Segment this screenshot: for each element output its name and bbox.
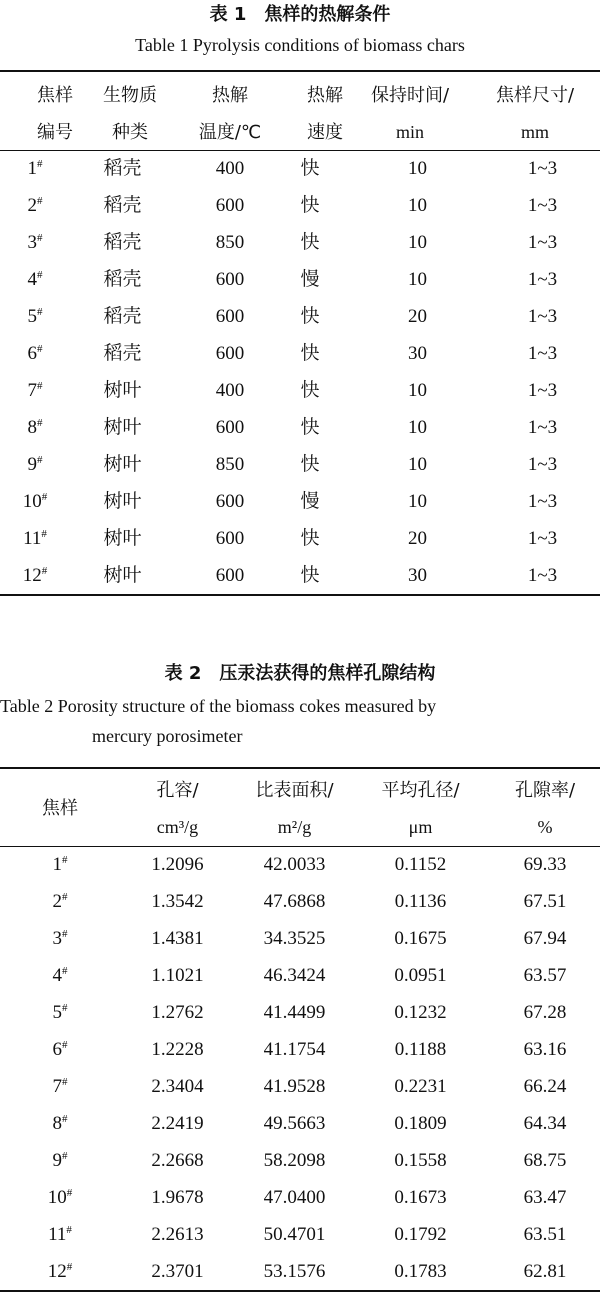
table2-cell-diameter: 0.1232: [394, 1002, 447, 1023]
table2-cell-porosity: 63.51: [523, 1224, 567, 1245]
table2-row: [0, 1253, 600, 1290]
table2-row: [0, 1105, 600, 1142]
table1-cell-id: 6#: [27, 343, 43, 364]
table1-cell-time: 10: [408, 232, 427, 253]
table1-cell-temp: 600: [215, 491, 245, 512]
table2-cell-porosity: 63.57: [523, 965, 567, 986]
table2-cell-diameter: 0.1558: [394, 1150, 447, 1171]
table1-title-en: Table 1 Pyrolysis conditions of biomass chars: [135, 35, 465, 55]
table1-cell-type: 稻壳: [103, 305, 142, 327]
table1-cell-temp: 600: [215, 269, 245, 290]
table2-cell-porosity: 67.28: [523, 1002, 567, 1023]
table1-bottom-rule: [0, 594, 600, 596]
table2-header-volume: 孔容/ cm³/g: [156, 780, 199, 837]
table1-cell-id: 5#: [27, 306, 43, 327]
table1-cell-temp: 600: [215, 565, 245, 586]
table2-cell-porosity: 67.51: [523, 891, 567, 912]
table2-row: [0, 1068, 600, 1105]
table2-title-cn: 表 2 压汞法获得的焦样孔隙结构: [164, 663, 436, 684]
table2-row: [0, 1142, 600, 1179]
table2-cell-volume: 2.2668: [151, 1150, 204, 1171]
table1-row: [0, 224, 600, 261]
table1-cell-type: 稻壳: [103, 157, 142, 179]
table1-cell-time: 10: [408, 491, 427, 512]
table1-cell-size: 1~3: [527, 491, 558, 512]
table2-header-diameter: 平均孔径/ μm: [381, 780, 460, 837]
table1-row: [0, 261, 600, 298]
table1-header-id: 焦样 编号: [37, 85, 73, 143]
table1-cell-type: 树叶: [103, 564, 142, 586]
table2-cell-porosity: 66.24: [523, 1076, 567, 1097]
table1-cell-type: 树叶: [103, 379, 142, 401]
table2-cell-porosity: 68.75: [523, 1150, 567, 1171]
table1-cell-temp: 600: [215, 306, 245, 327]
table2-cell-id: 7#: [52, 1076, 68, 1097]
table2-cell-volume: 2.2613: [151, 1224, 204, 1245]
table1-cell-time: 20: [408, 306, 427, 327]
table1-cell-time: 10: [408, 454, 427, 475]
table1-cell-speed: 慢: [300, 268, 320, 290]
table2-cell-id: 1#: [52, 854, 68, 875]
table1-cell-type: 稻壳: [103, 231, 142, 253]
table1-cell-time: 10: [408, 269, 427, 290]
table2-cell-area: 46.3424: [263, 965, 326, 986]
table1-cell-id: 11#: [23, 528, 47, 549]
table2-cell-diameter: 0.1673: [394, 1187, 447, 1208]
table1-cell-type: 稻壳: [103, 342, 142, 364]
table1-title-cn: 表 1 焦样的热解条件: [209, 4, 391, 25]
table1-cell-id: 7#: [27, 380, 43, 401]
table1-cell-size: 1~3: [527, 269, 558, 290]
table1-header-temp: 热解 温度/℃: [198, 85, 262, 143]
table1-cell-size: 1~3: [527, 380, 558, 401]
table2-cell-porosity: 67.94: [523, 928, 567, 949]
table2-header-porosity: 孔隙率/ %: [514, 780, 576, 837]
table2-cell-porosity: 64.34: [523, 1113, 567, 1134]
table2-cell-area: 47.0400: [263, 1187, 326, 1208]
table2-cell-area: 42.0033: [263, 854, 326, 875]
table1-cell-time: 10: [408, 158, 427, 179]
table1-cell-time: 30: [408, 343, 427, 364]
table2-cell-diameter: 0.1152: [394, 854, 447, 875]
table1-cell-size: 1~3: [527, 417, 558, 438]
table2-row: [0, 1031, 600, 1068]
table1-cell-id: 12#: [22, 565, 48, 586]
table1-cell-temp: 600: [215, 417, 245, 438]
table2-cell-id: 3#: [52, 928, 68, 949]
table2-cell-diameter: 0.1675: [394, 928, 447, 949]
table2-cell-id: 9#: [52, 1150, 68, 1171]
table1-row: [0, 335, 600, 372]
table2-cell-id: 4#: [52, 965, 68, 986]
table1-row: [0, 483, 600, 520]
table2-cell-volume: 1.3542: [151, 891, 204, 912]
table1-row: [0, 520, 600, 557]
table2-cell-area: 47.6868: [263, 891, 326, 912]
table1-cell-speed: 快: [300, 564, 320, 586]
table1-row: [0, 298, 600, 335]
table1-cell-size: 1~3: [527, 528, 558, 549]
table2-cell-diameter: 0.1188: [394, 1039, 447, 1060]
table2-cell-id: 11#: [48, 1224, 72, 1245]
table2-cell-area: 34.3525: [263, 928, 326, 949]
table1-header-time: 保持时间/ min: [370, 85, 450, 142]
table2-row: [0, 1179, 600, 1216]
table2-cell-volume: 2.3701: [151, 1261, 204, 1282]
table2-cell-volume: 2.3404: [151, 1076, 204, 1097]
table1-cell-id: 3#: [27, 232, 43, 253]
table1-row: [0, 187, 600, 224]
table2-cell-diameter: 0.1136: [394, 891, 447, 912]
table2-cell-diameter: 0.1783: [394, 1261, 447, 1282]
table1-cell-type: 树叶: [103, 490, 142, 512]
table1-cell-id: 8#: [27, 417, 43, 438]
table2-row: [0, 994, 600, 1031]
table2-title-en-line1: Table 2 Porosity structure of the biomass cokes measured by: [0, 696, 437, 716]
table1-header-type: 生物质 种类: [103, 85, 157, 143]
table2-header-area: 比表面积/ m²/g: [255, 780, 334, 837]
table1-cell-id: 9#: [27, 454, 43, 475]
table1-row: [0, 557, 600, 594]
table1-cell-size: 1~3: [527, 454, 558, 475]
table1-cell-temp: 600: [215, 195, 245, 216]
table1-cell-temp: 400: [215, 158, 245, 179]
table1-cell-speed: 快: [300, 379, 320, 401]
table1-cell-id: 4#: [27, 269, 43, 290]
table2-cell-area: 41.9528: [263, 1076, 326, 1097]
table1-cell-size: 1~3: [527, 306, 558, 327]
table1-cell-temp: 850: [215, 454, 245, 475]
table1-cell-time: 10: [408, 417, 427, 438]
table1-cell-temp: 600: [215, 528, 245, 549]
table1-row: [0, 372, 600, 409]
table2-cell-volume: 2.2419: [151, 1113, 204, 1134]
table2-cell-diameter: 0.0951: [394, 965, 447, 986]
table1-cell-size: 1~3: [527, 343, 558, 364]
table2-cell-porosity: 69.33: [523, 854, 567, 875]
table2-cell-id: 8#: [52, 1113, 68, 1134]
table2-cell-volume: 1.2228: [151, 1039, 204, 1060]
table2-cell-porosity: 63.16: [523, 1039, 567, 1060]
table1-cell-temp: 850: [215, 232, 245, 253]
table2-row: [0, 1216, 600, 1253]
table1-cell-size: 1~3: [527, 565, 558, 586]
table2-cell-diameter: 0.2231: [394, 1076, 447, 1097]
table2-cell-id: 5#: [52, 1002, 68, 1023]
table1-cell-speed: 慢: [300, 490, 320, 512]
table1-cell-id: 2#: [27, 195, 43, 216]
table2-cell-diameter: 0.1809: [394, 1113, 447, 1134]
table1-cell-type: 树叶: [103, 453, 142, 475]
table2-cell-area: 50.4701: [263, 1224, 326, 1245]
table2-cell-volume: 1.9678: [151, 1187, 204, 1208]
table1-cell-speed: 快: [300, 342, 320, 364]
table1-cell-temp: 600: [215, 343, 245, 364]
table2-cell-volume: 1.2762: [151, 1002, 204, 1023]
table1-cell-temp: 400: [215, 380, 245, 401]
table2-row: [0, 883, 600, 920]
table2-cell-area: 41.1754: [263, 1039, 326, 1060]
table1-cell-size: 1~3: [527, 158, 558, 179]
table1-cell-speed: 快: [300, 527, 320, 549]
table1-cell-time: 30: [408, 565, 427, 586]
table2-title-en-line2: mercury porosimeter: [92, 726, 243, 746]
table2-cell-id: 2#: [52, 891, 68, 912]
table2-cell-id: 6#: [52, 1039, 68, 1060]
table2-cell-porosity: 63.47: [523, 1187, 567, 1208]
table1-cell-speed: 快: [300, 231, 320, 253]
table1-cell-speed: 快: [300, 416, 320, 438]
table2-top-rule: [0, 767, 600, 769]
table1-cell-time: 20: [408, 528, 427, 549]
table2-cell-volume: 1.2096: [151, 854, 204, 875]
table1-header-size: 焦样尺寸/ mm: [495, 85, 575, 142]
table2-cell-id: 12#: [47, 1261, 73, 1282]
table1-cell-type: 稻壳: [103, 194, 142, 216]
table2-cell-diameter: 0.1792: [394, 1224, 447, 1245]
table1-row: [0, 150, 600, 187]
table1-cell-id: 10#: [22, 491, 48, 512]
table2-cell-area: 58.2098: [263, 1150, 326, 1171]
table1-cell-type: 树叶: [103, 527, 142, 549]
table2-header-sample: 焦样: [42, 798, 78, 819]
table2-cell-id: 10#: [47, 1187, 73, 1208]
table1-cell-type: 稻壳: [103, 268, 142, 290]
table1-row: [0, 409, 600, 446]
table2-row: [0, 920, 600, 957]
table2-cell-area: 53.1576: [263, 1261, 326, 1282]
table2-cell-area: 49.5663: [263, 1113, 326, 1134]
table2-cell-volume: 1.1021: [151, 965, 204, 986]
table1-cell-size: 1~3: [527, 232, 558, 253]
table1-row: [0, 446, 600, 483]
table2-cell-area: 41.4499: [263, 1002, 326, 1023]
table2-row: [0, 846, 600, 883]
table1-cell-speed: 快: [300, 453, 320, 475]
table1-cell-type: 树叶: [103, 416, 142, 438]
table1-cell-time: 10: [408, 380, 427, 401]
table1-cell-time: 10: [408, 195, 427, 216]
table1-cell-speed: 快: [300, 194, 320, 216]
table1-cell-speed: 快: [300, 305, 320, 327]
table1-cell-size: 1~3: [527, 195, 558, 216]
table1-top-rule: [0, 70, 600, 72]
table2-row: [0, 957, 600, 994]
table1-header-speed: 热解 速度: [307, 85, 343, 143]
table1-cell-id: 1#: [27, 158, 43, 179]
table1-cell-speed: 快: [300, 157, 320, 179]
table2-cell-volume: 1.4381: [151, 928, 204, 949]
table2-cell-porosity: 62.81: [523, 1261, 567, 1282]
